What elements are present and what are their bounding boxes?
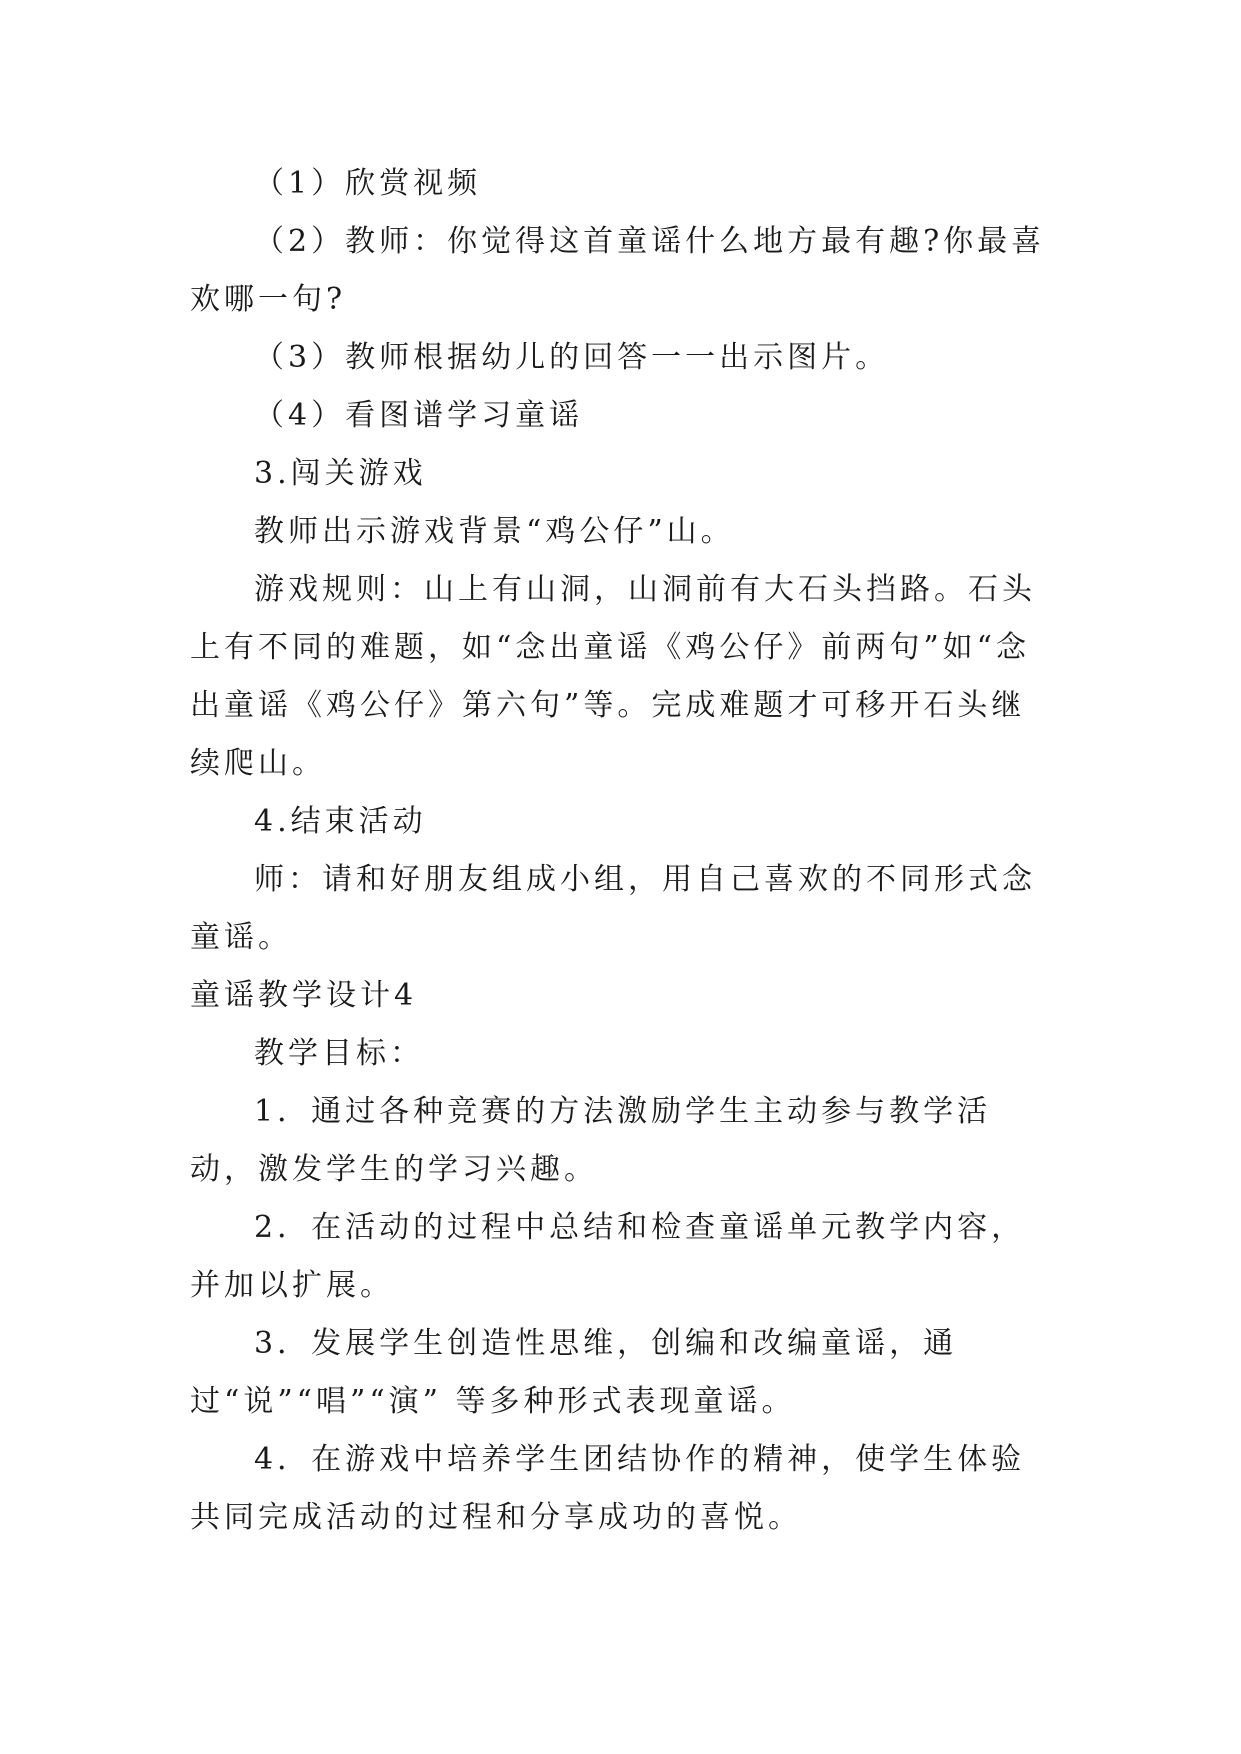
section-heading-game: 3.闯关游戏: [254, 456, 427, 491]
objective-1: 1．通过各种竞赛的方法激励学生主动参与教学活动，激发学生的学习兴趣。: [190, 1094, 992, 1187]
paragraph-show-pictures: （3）教师根据幼儿的回答一一出示图片。: [254, 340, 890, 375]
objective-3: 3．发展学生创造性思维，创编和改编童谣，通过“说”“唱”“演” 等多种形式表现童谣。: [190, 1326, 958, 1419]
paragraph-appreciate-video: （1）欣赏视频: [254, 166, 482, 201]
paragraph-game-background: 教师出示游戏背景“鸡公仔”山。: [254, 514, 735, 549]
paragraph-game-rules: 游戏规则：山上有山洞，山洞前有大石头挡路。石头上有不同的难题，如“念出童谣《鸡公仔》前两句”如“念出童谣《鸡公仔》第六句”等。完成难题才可移开石头继续爬山。: [190, 572, 1036, 781]
section-heading-end: 4.结束活动: [254, 804, 427, 839]
paragraph-learn-rhyme: （4）看图谱学习童谣: [254, 398, 584, 433]
design-title: 童谣教学设计4: [190, 978, 418, 1013]
objectives-heading: 教学目标：: [254, 1036, 424, 1071]
objective-2: 2．在活动的过程中总结和检查童谣单元教学内容，并加以扩展。: [190, 1210, 1026, 1303]
paragraph-teacher-question: （2）教师：你觉得这首童谣什么地方最有趣?你最喜欢哪一句?: [190, 224, 1046, 317]
paragraph-group-recite: 师：请和好朋友组成小组，用自己喜欢的不同形式念童谣。: [190, 862, 1036, 955]
document-body: [190, 155, 1050, 1547]
objective-4: 4．在游戏中培养学生团结协作的精神，使学生体验共同完成活动的过程和分享成功的喜悦。: [190, 1442, 1026, 1535]
